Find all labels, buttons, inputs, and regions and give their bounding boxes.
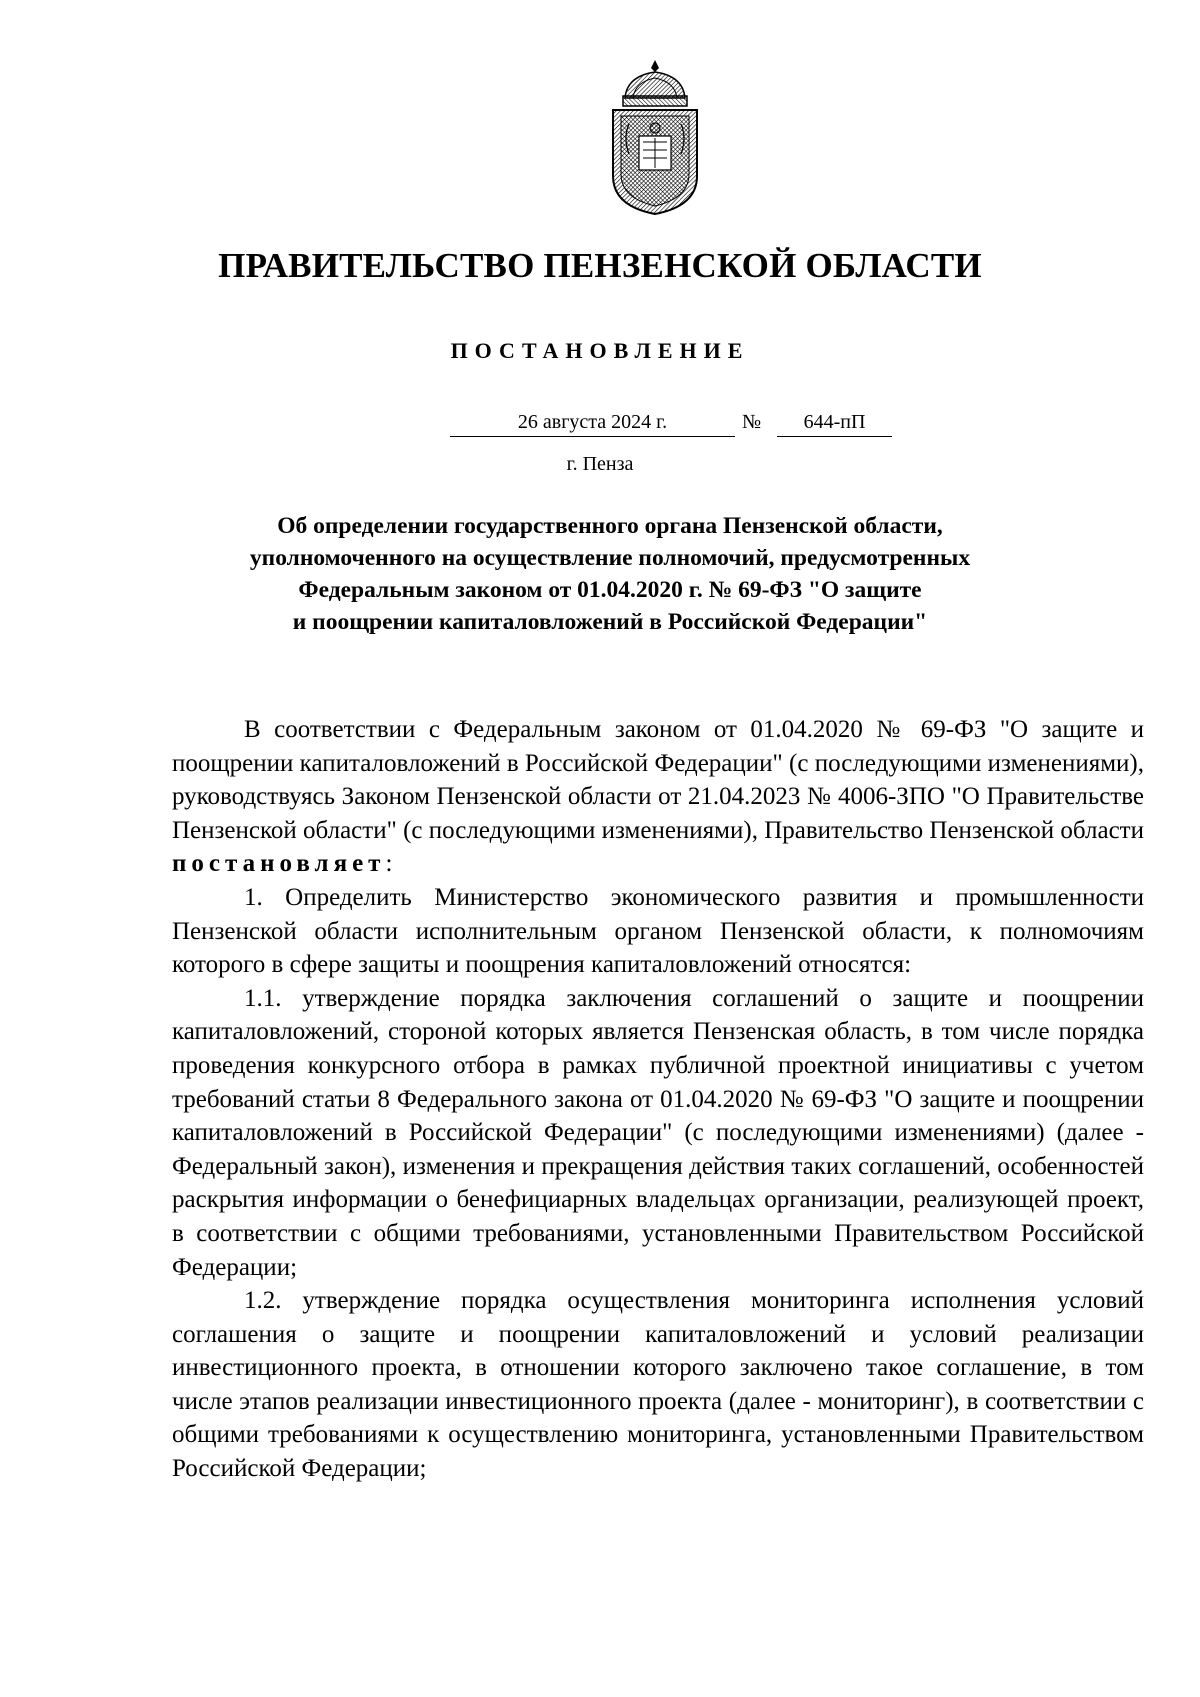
government-title: ПРАВИТЕЛЬСТВО ПЕНЗЕНСКОЙ ОБЛАСТИ — [218, 246, 982, 285]
subject-line: Федеральным законом от 01.04.2020 г. № 69-ФЗ "О защите — [298, 577, 922, 603]
number-sign: № — [742, 411, 762, 433]
coat-of-arms-icon — [605, 58, 705, 216]
date-number-line — [0, 411, 1200, 443]
paragraph-1-1: 1.1. утверждение порядка заключения соглашений о защите и поощрении капиталовложений, стороной которых является Пензенская область, в том числе порядка проведения конкурсного отбора в рамках публичной проектной инициативы с учетом требований статьи 8 Федерального закона от 01.04.2020 № 69-ФЗ "О защите и поощрении капиталовложений в Российской Федерации" (с последующими изменениями) (далее - Федеральный закон), изменения и прекращения действия таких соглашений, особенностей раскрытия информации о бенефициарных владельцах организации, реализующей проект, в соответствии с общими требованиями, установленными Правительством Российской Федерации; — [172, 984, 1144, 1281]
document-subject — [170, 510, 1050, 638]
preamble-text: В соответствии с Федеральным законом от 01.04.2020 № 69-ФЗ "О защите и поощрении капиталовложений в Российской Федерации" (с последующими изменениями), руководствуясь Законом Пензенской области от 21.04.2023 № 4006-ЗПО "О Правительстве Пензенской области" (с последующими изменениями), Правительство Пензенской области — [172, 716, 1144, 844]
document-type: ПОСТАНОВЛЕНИЕ — [450, 338, 750, 363]
paragraph-1: 1. Определить Министерство экономического развития и промышленности Пензенской области исполнительным органом Пензенской области, к полномочиям которого в сфере защиты и поощрения капиталовложений относятся: — [172, 883, 1144, 979]
subject-line: и поощрении капиталовложений в Российской Федерации" — [292, 609, 928, 635]
subject-line: уполномоченного на осуществление полномочий, предусмотренных — [249, 545, 971, 571]
document-number: 644-пП — [777, 411, 892, 437]
document-date: 26 августа 2024 г. — [450, 411, 735, 437]
paragraph-1-2: 1.2. утверждение порядка осуществления мониторинга исполнения условий соглашения о защите и поощрении капиталовложений и условий реализации инвестиционного проекта, в отношении которого заключено такое соглашение, в том числе этапов реализации инвестиционного проекта (далее - мониторинг), в соответствии с общими требованиями к осуществлению мониторинга, установленными Правительством Российской Федерации; — [172, 1287, 1144, 1483]
document-body — [172, 713, 1144, 1486]
subject-line: Об определении государственного органа Пензенской области, — [277, 513, 943, 539]
decree-word: постановляет — [172, 850, 386, 878]
preamble-paragraph — [172, 713, 1144, 881]
city: г. Пенза — [566, 453, 634, 475]
preamble-end: : — [385, 850, 393, 878]
